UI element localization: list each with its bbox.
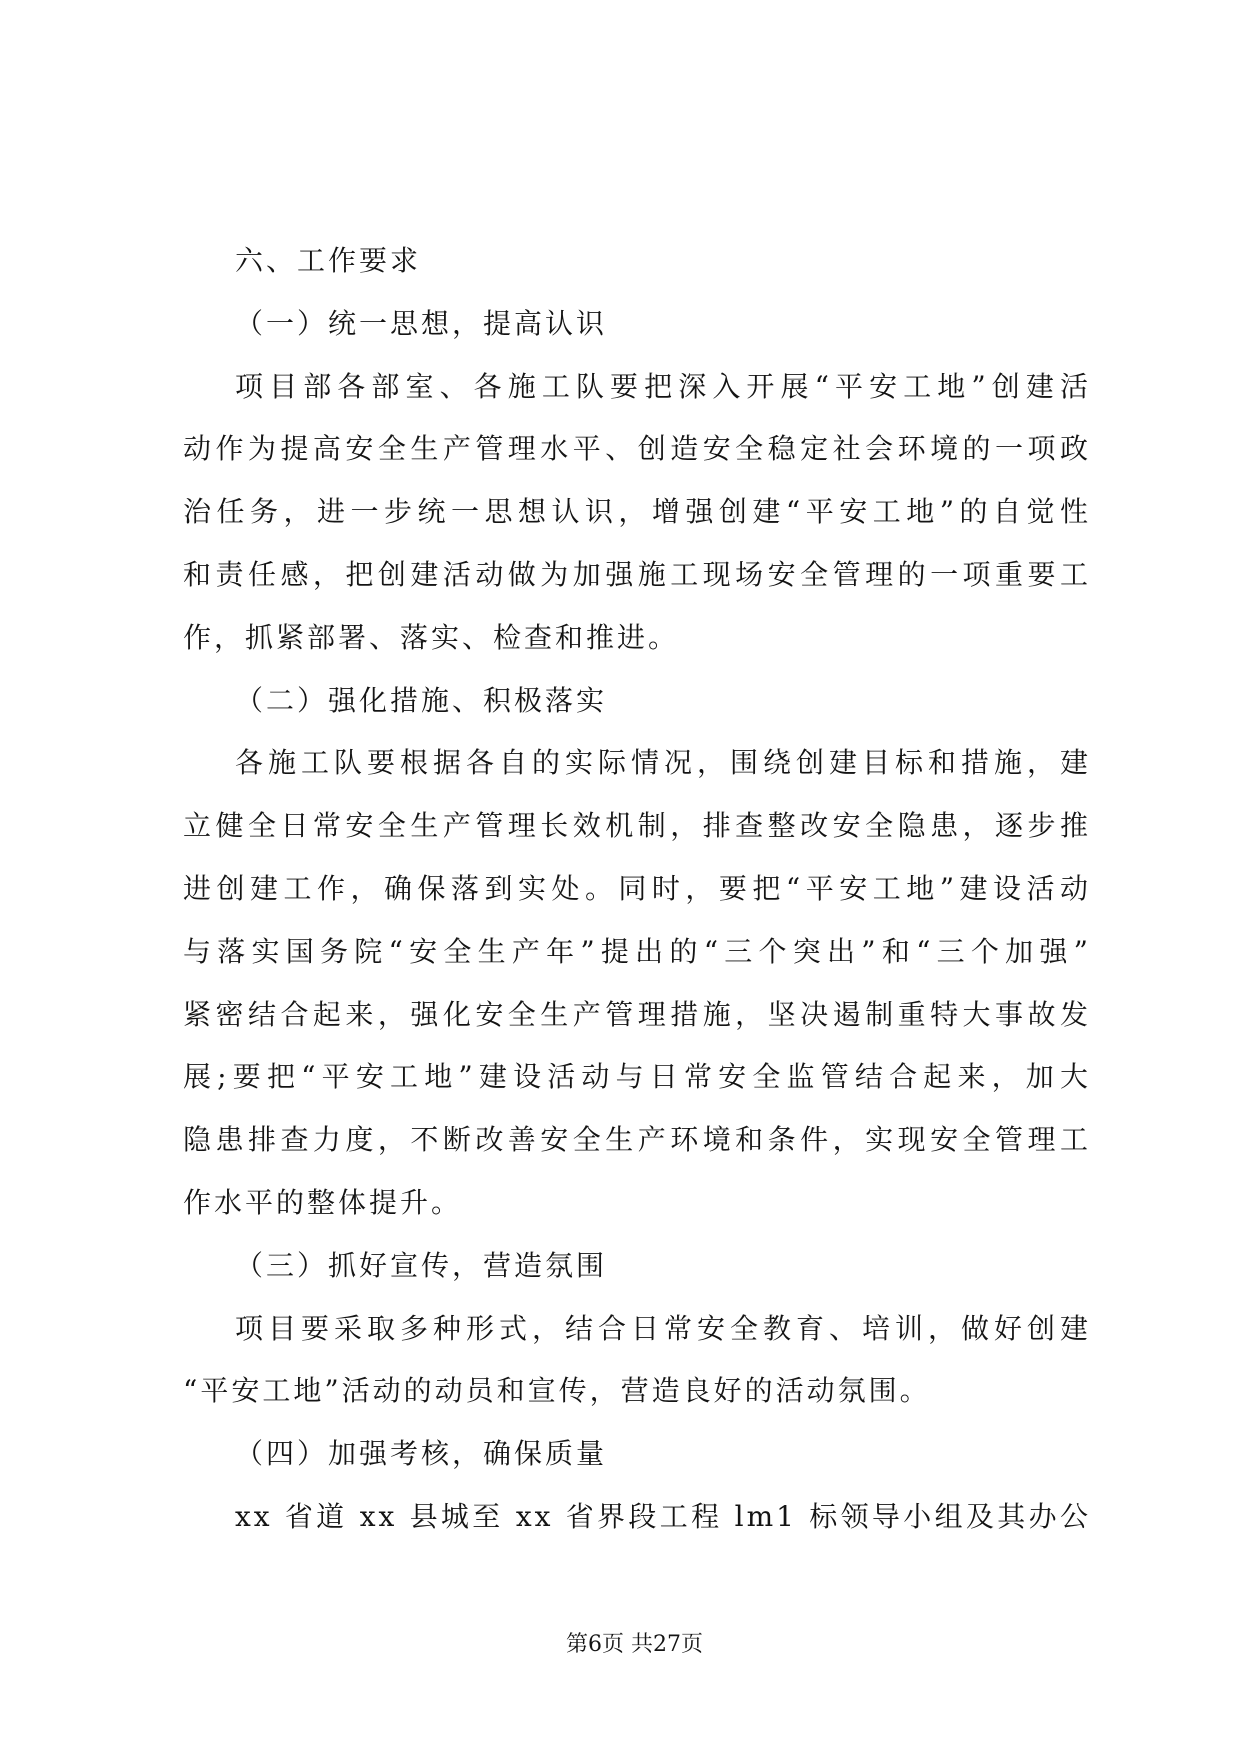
paragraph-line: 进创建工作，确保落到实处。同时，要把“平安工地”建设活动 (183, 871, 1091, 905)
paragraph-line: 与落实国务院“安全生产年”提出的“三个突出”和“三个加强” (183, 934, 1091, 968)
paragraph-line: 展;要把“平安工地”建设活动与日常安全监管结合起来，加大 (183, 1060, 1091, 1094)
document-body (183, 230, 1091, 1549)
subsection-title: （一）统一思想，提高认识 (235, 306, 608, 340)
subsection-title: （三）抓好宣传，营造氛围 (235, 1248, 608, 1282)
page-number-footer: 第6页 共27页 (566, 1632, 703, 1657)
paragraph-line: 作水平的整体提升。 (183, 1185, 463, 1219)
paragraph-line: 作，抓紧部署、落实、检查和推进。 (183, 620, 680, 654)
paragraph-line: 立健全日常安全生产管理长效机制，排查整改安全隐患，逐步推 (183, 809, 1091, 843)
paragraph-line: “平安工地”活动的动员和宣传，营造良好的活动氛围。 (183, 1374, 931, 1408)
paragraph-line: 项目部各部室、各施工队要把深入开展“平安工地”创建活 (235, 369, 1091, 403)
paragraph-line: 和责任感，把创建活动做为加强施工现场安全管理的一项重要工 (183, 557, 1091, 591)
section-heading: 六、工作要求 (235, 244, 422, 277)
paragraph-line: 各施工队要根据各自的实际情况，围绕创建目标和措施，建 (235, 746, 1091, 780)
paragraph-line: xx 省道 xx 县城至 xx 省界段工程 lm1 标领导小组及其办公 (235, 1499, 1091, 1533)
paragraph-line: 动作为提高安全生产管理水平、创造安全稳定社会环境的一项政 (183, 432, 1091, 466)
paragraph-line: 治任务，进一步统一思想认识，增强创建“平安工地”的自觉性 (183, 495, 1091, 529)
paragraph-line: 项目要采取多种形式，结合日常安全教育、培训，做好创建 (235, 1311, 1091, 1345)
paragraph-line: 隐患排查力度，不断改善安全生产环境和条件，实现安全管理工 (183, 1123, 1091, 1157)
paragraph-line: 紧密结合起来，强化安全生产管理措施，坚决遏制重特大事故发 (183, 997, 1091, 1031)
subsection-title: （四）加强考核，确保质量 (235, 1437, 608, 1471)
subsection-title: （二）强化措施、积极落实 (235, 683, 608, 717)
